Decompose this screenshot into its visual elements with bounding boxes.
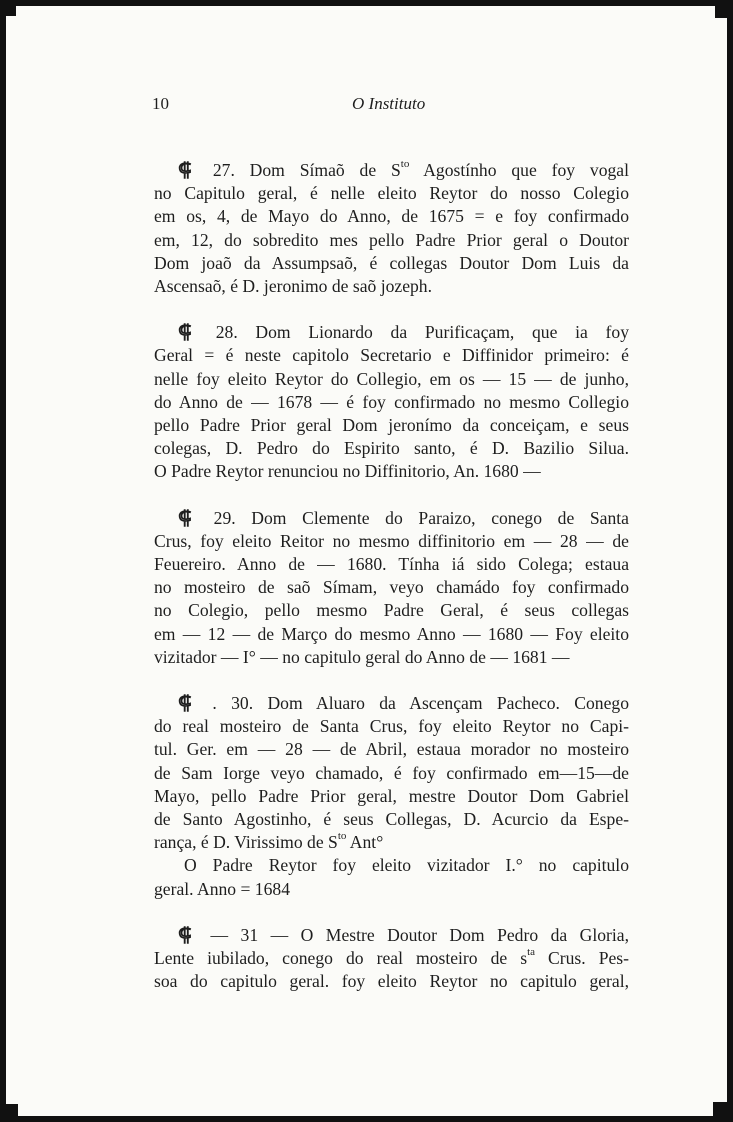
text-line: de Sam Iorge veyo chamado, é foy confirmado em—15—de: [154, 762, 629, 783]
text-line: do real mosteiro de Santa Crus, foy eleito Reytor no Capi-: [154, 716, 629, 737]
page-corner-mark: [713, 1102, 727, 1116]
text-line: colegas, D. Pedro do Espirito santo, é D. Bazilio Silua.: [154, 438, 629, 459]
text-line: ⸿ 28. Dom Lionardo da Purificaçam, que ia foy: [154, 321, 629, 344]
text-line: ⸿ 27. Dom Símaõ de $S^{to}$ Agostínho que foy vogal: [154, 159, 629, 182]
entry-27: [154, 159, 629, 298]
paragraph-mark-icon: ⸿: [178, 692, 192, 715]
text-line: O Padre Reytor foy eleito vizitador I.° no capitulo: [184, 855, 629, 876]
entry-29: [154, 507, 629, 669]
text-line: Dom joaõ da Assumpsaõ, é collegas Doutor Dom Luis da: [154, 252, 629, 273]
text-line: geral. Anno = 1684: [154, 878, 290, 899]
page-header: [152, 94, 628, 118]
text-line: vizitador — I° — no capitulo geral do Anno de — 1681 —: [154, 646, 570, 667]
text-line: soa do capitulo geral. foy eleito Reytor no capitulo geral,: [154, 971, 629, 992]
text-line: em — 12 — de Março do mesmo Anno — 1680 — Foy eleito: [154, 623, 629, 644]
paragraph-mark-icon: ⸿: [178, 159, 192, 181]
entry-28: [154, 321, 629, 483]
text-line: Crus, foy eleito Reitor no mesmo diffinitorio em — 28 — de: [154, 530, 629, 551]
text-line: no Capitulo geral, é nelle eleito Reytor do nosso Colegio: [154, 183, 629, 204]
text-line: Mayo, pello Padre Prior geral, mestre Doutor Dom Gabriel: [154, 785, 629, 806]
text-line: O Padre Reytor renunciou no Diffinitorio, An. 1680 —: [154, 461, 541, 482]
entry-31: [154, 924, 629, 994]
page-number: 10: [152, 94, 169, 113]
text-line: Feuereiro. Anno de — 1680. Tínha iá sido Colega; estaua: [154, 554, 629, 575]
page-corner-mark: [6, 1104, 18, 1116]
paragraph-mark-icon: ⸿: [178, 506, 192, 529]
text-line: em os, 4, de Mayo do Anno, de 1675 = e foy confirmado: [154, 206, 629, 227]
text-line: rança, é D. Virissimo de $S^{to}$ Ant°: [154, 830, 384, 853]
text-line: pello Padre Prior geral Dom jeronímo da conceiçam, e seus: [154, 415, 629, 436]
page-corner-mark: [6, 6, 16, 16]
text-line: no Colegio, pello mesmo Padre Geral, é seus collegas: [154, 600, 629, 621]
text-line: ⸿ . 30. Dom Aluaro da Ascençam Pacheco. Conego: [154, 692, 629, 715]
text-line: Ascensaõ, é D. jeronimo de saõ jozeph.: [154, 276, 432, 297]
running-title: O Instituto: [352, 94, 426, 113]
paragraph-mark-icon: ⸿: [178, 321, 192, 344]
text-line: em, 12, do sobredito mes pello Padre Prior geral o Doutor: [154, 229, 629, 250]
entry-30: [154, 692, 629, 901]
text-line: Geral = é neste capitolo Secretario e Diffinidor primeiro: é: [154, 345, 629, 366]
text-line: de Santo Agostinho, é seus Collegas, D. Acurcio da Espe-: [154, 809, 629, 830]
text-line: ⸿ 29. Dom Clemente do Paraizo, conego de Santa: [154, 507, 629, 530]
paragraph-mark-icon: ⸿: [178, 923, 192, 946]
text-line: do Anno de — 1678 — é foy confirmado no mesmo Collegio: [154, 391, 629, 412]
text-line: ⸿ — 31 — O Mestre Doutor Dom Pedro da Gloria,: [154, 924, 629, 947]
text-line: no mosteiro de saõ Símam, veyo chamádo foy confirmado: [154, 577, 629, 598]
body-text: [154, 159, 629, 994]
text-line: tul. Ger. em — 28 — de Abril, estaua morador no mosteiro: [154, 739, 629, 760]
text-line: Lente iubilado, conego do real mosteiro de $s^{ta}$ Crus. Pes-: [154, 946, 629, 969]
page-corner-mark: [715, 6, 727, 18]
text-line: nelle foy eleito Reytor do Collegio, em os — 15 — de junho,: [154, 368, 629, 389]
